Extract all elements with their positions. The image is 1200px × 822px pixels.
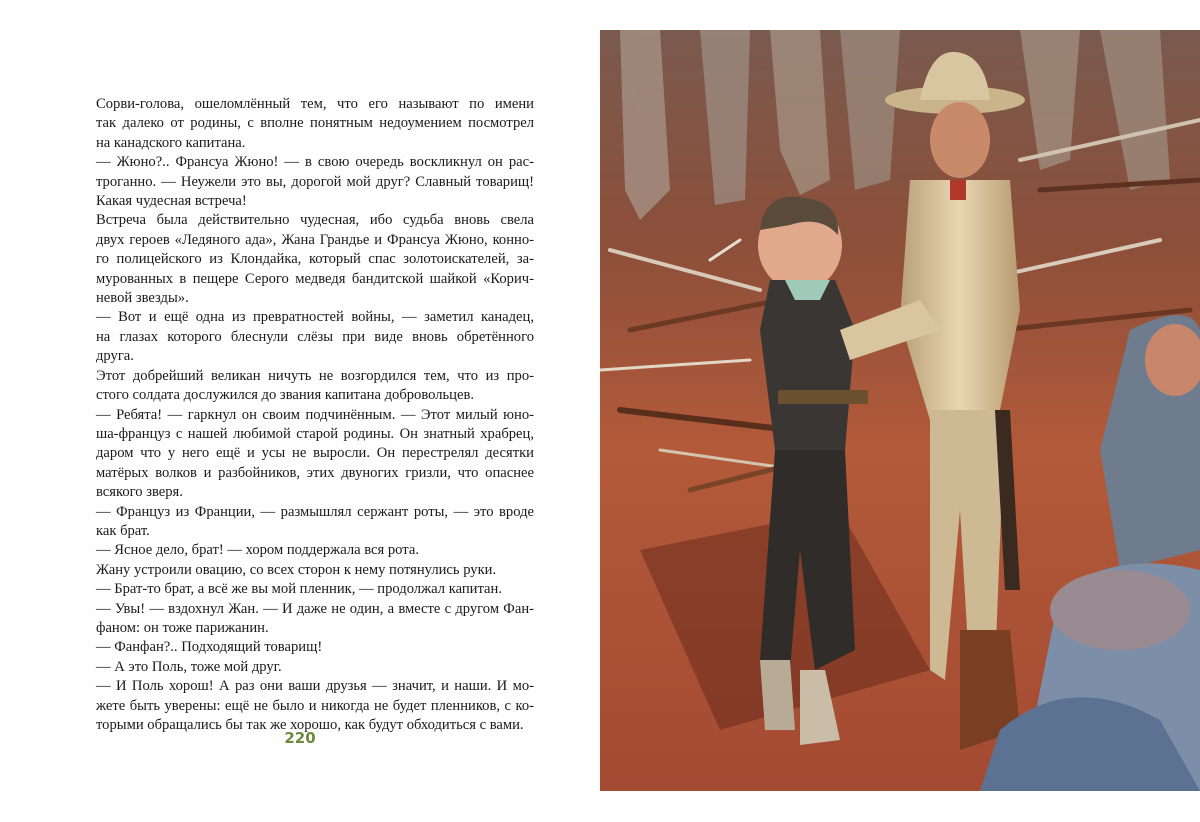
- text-line: — Фанфан?.. Подходящий товарищ!: [96, 639, 323, 656]
- text-line: — Ясное дело, брат! — хором поддержала вся рота.: [96, 542, 419, 559]
- text-line: — Брат-то брат, а всё же вы мой пленник, — продолжал капитан.: [96, 581, 502, 598]
- text-line: на глазах которого блеснули слёзы при виде вновь обретённого: [96, 328, 534, 345]
- text-line: троганно. — Неужели это вы, дорогой мой друг? Славный товарищ!: [96, 173, 534, 190]
- text-line: — Вот и ещё одна из превратностей войны, — заметил канадец,: [96, 309, 534, 326]
- text-line: Жану устроили овацию, со всех сторон к нему потянулись руки.: [96, 561, 497, 578]
- text-line: Сорви-голова, ошеломлённый тем, что его называют по имени: [96, 96, 534, 112]
- text-line: стого солдата дослужился до звания капитана добровольцев.: [96, 387, 474, 404]
- text-line: как брат.: [96, 522, 150, 539]
- text-line: друга.: [96, 348, 134, 365]
- text-line: ша-француз с нашей любимой старой родины. Он знатный храбрец,: [96, 425, 534, 442]
- text-line: двух героев «Ледяного ада», Жана Грандье и Франсуа Жюно, конно-: [96, 231, 534, 248]
- text-line: го полицейского из Клондайка, который спас золотоискателей, за-: [96, 251, 534, 268]
- illustration: [600, 30, 1200, 791]
- text-line: всякого зверя.: [96, 484, 183, 501]
- text-line: — Жюно?.. Франсуа Жюно! — в свою очередь воскликнул он рас-: [96, 154, 534, 171]
- text-line: — Француз из Франции, — размышлял сержант роты, — это вроде: [96, 503, 534, 520]
- text-line: матёрых волков и разбойников, этих двуногих гризли, что опаснее: [96, 464, 534, 481]
- page-number: 220: [284, 729, 316, 747]
- text-line: — Увы! — вздохнул Жан. — И даже не один, а вместе с другом Фан-: [96, 600, 534, 617]
- text-line: фаном: он тоже парижанин.: [96, 619, 269, 636]
- text-line: на канадского капитана.: [96, 134, 246, 151]
- body-text: [96, 95, 534, 735]
- illustration-canvas: [600, 30, 1200, 791]
- text-line: Встреча была действительно чудесная, ибо судьба вновь свела: [96, 212, 534, 229]
- text-line: — И Поль хорош! А раз они ваши друзья — значит, и наши. И мо-: [96, 678, 534, 695]
- text-line: — А это Поль, тоже мой друг.: [96, 658, 282, 675]
- text-line: Этот добрейший великан ничуть не возгордился тем, что из про-: [96, 367, 534, 384]
- text-line: жете быть уверены: ещё не было и никогда не будет пленников, с ко-: [96, 697, 534, 714]
- text-line: Какая чудесная встреча!: [96, 193, 247, 210]
- text-line: — Ребята! — гаркнул он своим подчинённым. — Этот милый юно-: [96, 406, 534, 423]
- text-line: даром что у него ещё и усы не выросли. Он перестрелял десятки: [96, 445, 534, 462]
- text-line: невой звезды».: [96, 290, 189, 307]
- text-line: так далеко от родины, с вполне понятным недоумением посмотрел: [96, 115, 534, 132]
- text-line: мурованных в пещере Серого медведя бандитской шайкой «Корич-: [96, 270, 534, 287]
- text-line: торыми обращались бы так же хорошо, как будут обходиться с вами.: [96, 717, 524, 733]
